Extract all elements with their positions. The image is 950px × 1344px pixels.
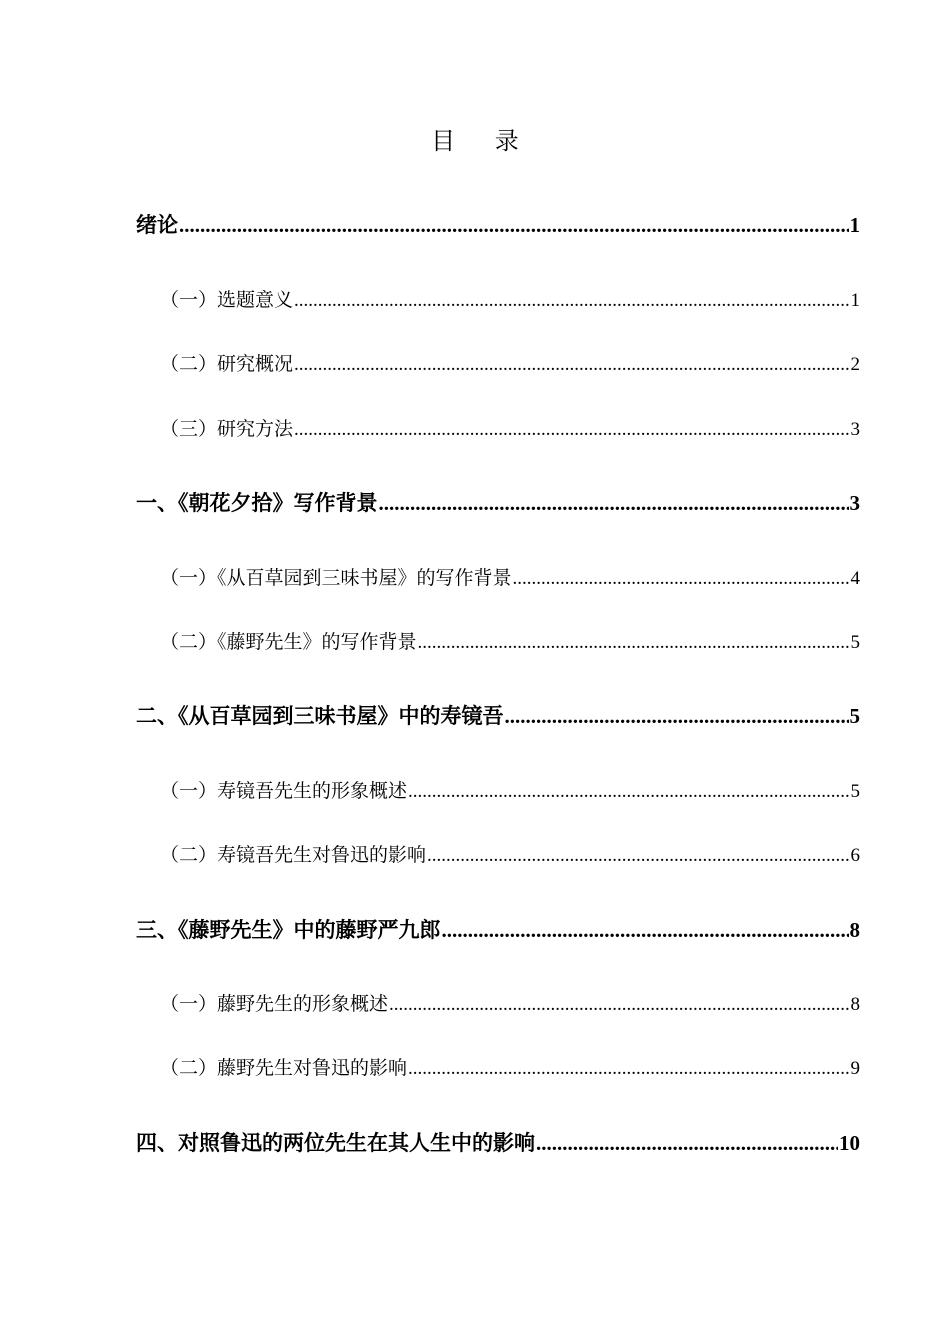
toc-entry[interactable] — [136, 778, 860, 805]
dot-leader — [294, 288, 849, 314]
toc-entry-label: （二）研究概况 — [160, 353, 294, 375]
toc-entry-page: 5 — [850, 632, 860, 653]
toc-entry[interactable] — [136, 702, 860, 730]
dot-leader — [442, 916, 849, 944]
toc-entry[interactable] — [136, 565, 860, 592]
toc-entry-page: 3 — [850, 419, 860, 440]
page-title: 目 录 — [431, 127, 535, 155]
dot-leader — [389, 992, 849, 1018]
toc-entry[interactable] — [136, 416, 860, 443]
dot-leader — [408, 779, 849, 805]
toc-entry-label: （一）《从百草园到三味书屋》的写作背景 — [160, 567, 512, 589]
toc-entry-page: 8 — [850, 994, 860, 1015]
dot-leader — [408, 1056, 849, 1082]
toc-entry-label: （三）研究方法 — [160, 418, 294, 440]
toc-entry-label: （一）选题意义 — [160, 289, 294, 311]
toc-entry-label: 绪论 — [136, 213, 178, 237]
toc-entry[interactable] — [136, 916, 860, 944]
toc-entry-label: （二）寿镜吾先生对鲁迅的影响 — [160, 844, 427, 866]
dot-leader — [505, 702, 849, 730]
dot-leader — [427, 843, 849, 869]
toc-entry-label: 二、《从百草园到三味书屋》中的寿镜吾 — [136, 704, 504, 728]
toc-entry[interactable] — [136, 211, 860, 239]
toc-entry[interactable] — [136, 1055, 860, 1082]
dot-leader — [418, 630, 850, 656]
toc-entry-page: 1 — [850, 290, 860, 311]
dot-leader — [294, 352, 849, 378]
toc-entry[interactable] — [136, 489, 860, 517]
toc-entry-page: 4 — [850, 568, 860, 589]
toc-entry-label: 四、对照鲁迅的两位先生在其人生中的影响 — [136, 1131, 535, 1155]
toc-entry-label: （二）藤野先生对鲁迅的影响 — [160, 1057, 408, 1079]
toc-entry[interactable] — [136, 287, 860, 314]
toc-entry-page: 5 — [849, 704, 860, 728]
toc-entry[interactable] — [136, 842, 860, 869]
toc-entry-page: 3 — [849, 491, 860, 515]
dot-leader — [294, 417, 849, 443]
toc-entry-label: 一、《朝花夕拾》写作背景 — [136, 491, 378, 515]
dot-leader — [513, 566, 850, 592]
toc-entry-label: （二）《藤野先生》的写作背景 — [160, 631, 417, 653]
toc-entry-page: 10 — [839, 1131, 860, 1155]
toc-entry[interactable] — [136, 1129, 860, 1157]
toc-entry[interactable] — [136, 351, 860, 378]
toc-entry[interactable] — [136, 629, 860, 656]
dot-leader — [179, 211, 849, 239]
toc-entry-label: （一）藤野先生的形象概述 — [160, 993, 389, 1015]
toc-entry-page: 9 — [850, 1058, 860, 1079]
toc-entry[interactable] — [136, 991, 860, 1018]
toc-entry-page: 1 — [849, 213, 860, 237]
toc-entry-page: 5 — [850, 781, 860, 802]
dot-leader — [536, 1129, 838, 1157]
table-of-contents — [136, 0, 860, 1344]
toc-entry-page: 8 — [849, 918, 860, 942]
toc-entry-page: 2 — [850, 354, 860, 375]
toc-entry-page: 6 — [850, 845, 860, 866]
toc-entry-label: 三、《藤野先生》中的藤野严九郎 — [136, 918, 441, 942]
dot-leader — [379, 489, 849, 517]
toc-entry-label: （一）寿镜吾先生的形象概述 — [160, 780, 408, 802]
